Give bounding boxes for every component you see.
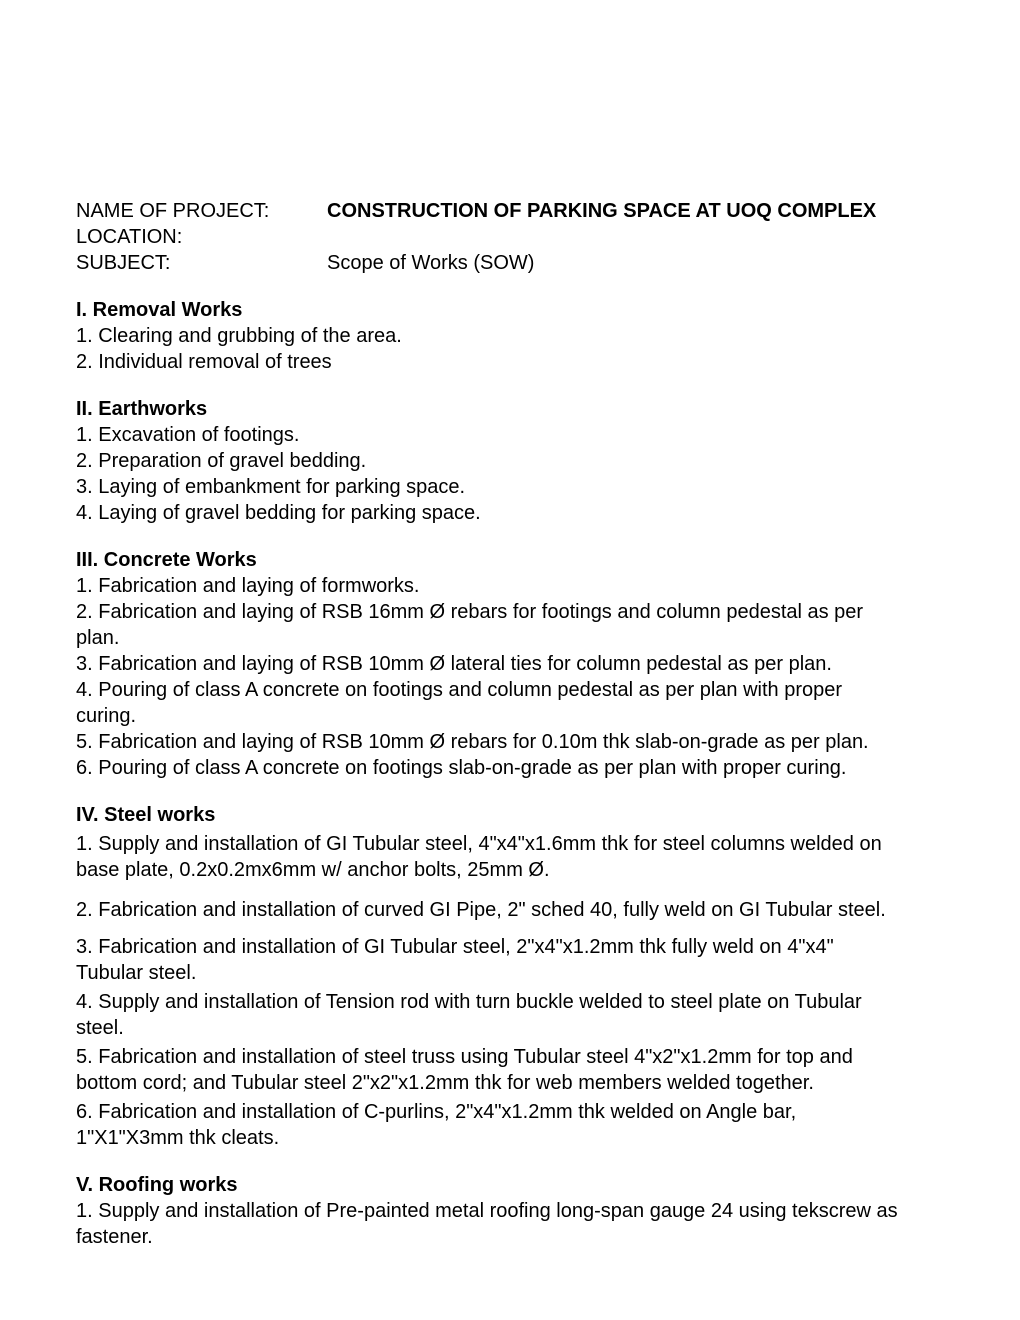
- sow-item: 2. Preparation of gravel bedding.: [76, 450, 367, 472]
- section-earthworks: [76, 396, 905, 526]
- location-label: LOCATION:: [76, 226, 183, 248]
- section-removal-works: [76, 297, 905, 375]
- document-header: [76, 198, 905, 276]
- header-row-project: [76, 198, 905, 224]
- subject-value: Scope of Works (SOW): [327, 252, 535, 274]
- sow-item: 1. Supply and installation of GI Tubular steel, 4"x4"x1.6mm thk for steel columns welded on base plate, 0.2x0.2mx6mm w/ anchor bolts, 25mm Ø.: [76, 833, 882, 881]
- document-content: [76, 198, 905, 1250]
- sow-item: 1. Fabrication and laying of formworks.: [76, 575, 420, 597]
- sow-item: 1. Clearing and grubbing of the area.: [76, 325, 402, 347]
- sow-item: 1. Excavation of footings.: [76, 424, 300, 446]
- sow-item: 4. Pouring of class A concrete on footings and column pedestal as per plan with proper curing.: [76, 679, 843, 727]
- sow-item: 4. Laying of gravel bedding for parking space.: [76, 502, 481, 524]
- section-roofing-works: [76, 1172, 905, 1250]
- project-name-label: NAME OF PROJECT:: [76, 200, 270, 222]
- sow-item: 6. Fabrication and installation of C-purlins, 2"x4"x1.2mm thk welded on Angle bar, 1"X1"X3mm thk cleats.: [76, 1101, 797, 1149]
- sow-item: 3. Fabrication and laying of RSB 10mm Ø lateral ties for column pedestal as per plan.: [76, 653, 832, 675]
- section-concrete-works: [76, 547, 905, 781]
- project-name-value: CONSTRUCTION OF PARKING SPACE AT UOQ COMPLEX: [327, 200, 877, 222]
- sow-item: 5. Fabrication and installation of steel truss using Tubular steel 4"x2"x1.2mm for top and bottom cord; and Tubular steel 2"x2"x1.2mm thk for web members welded together.: [76, 1046, 853, 1094]
- section-title: III. Concrete Works: [76, 549, 257, 571]
- sow-item: 2. Fabrication and laying of RSB 16mm Ø rebars for footings and column pedestal as per plan.: [76, 601, 864, 649]
- sow-item: 2. Individual removal of trees: [76, 351, 332, 373]
- header-row-location: [76, 224, 905, 250]
- section-title: V. Roofing works: [76, 1174, 238, 1196]
- section-title: IV. Steel works: [76, 804, 216, 826]
- section-title: I. Removal Works: [76, 299, 243, 321]
- sow-item: 3. Fabrication and installation of GI Tubular steel, 2"x4"x1.2mm thk fully weld on 4"x4" Tubular steel.: [76, 936, 834, 984]
- section-steel-works: [76, 802, 905, 1151]
- header-row-subject: [76, 250, 905, 276]
- sow-item: 1. Supply and installation of Pre-painted metal roofing long-span gauge 24 using tekscrew as fastener.: [76, 1200, 898, 1248]
- sow-item: 5. Fabrication and laying of RSB 10mm Ø rebars for 0.10m thk slab-on-grade as per plan.: [76, 731, 869, 753]
- sow-item: 3. Laying of embankment for parking space.: [76, 476, 466, 498]
- subject-label: SUBJECT:: [76, 252, 171, 274]
- section-title: II. Earthworks: [76, 398, 208, 420]
- sow-item: 6. Pouring of class A concrete on footings slab-on-grade as per plan with proper curing.: [76, 757, 847, 779]
- sow-item: 4. Supply and installation of Tension rod with turn buckle welded to steel plate on Tubular steel.: [76, 991, 862, 1039]
- sow-item: 2. Fabrication and installation of curved GI Pipe, 2" sched 40, fully weld on GI Tubular steel.: [76, 899, 886, 921]
